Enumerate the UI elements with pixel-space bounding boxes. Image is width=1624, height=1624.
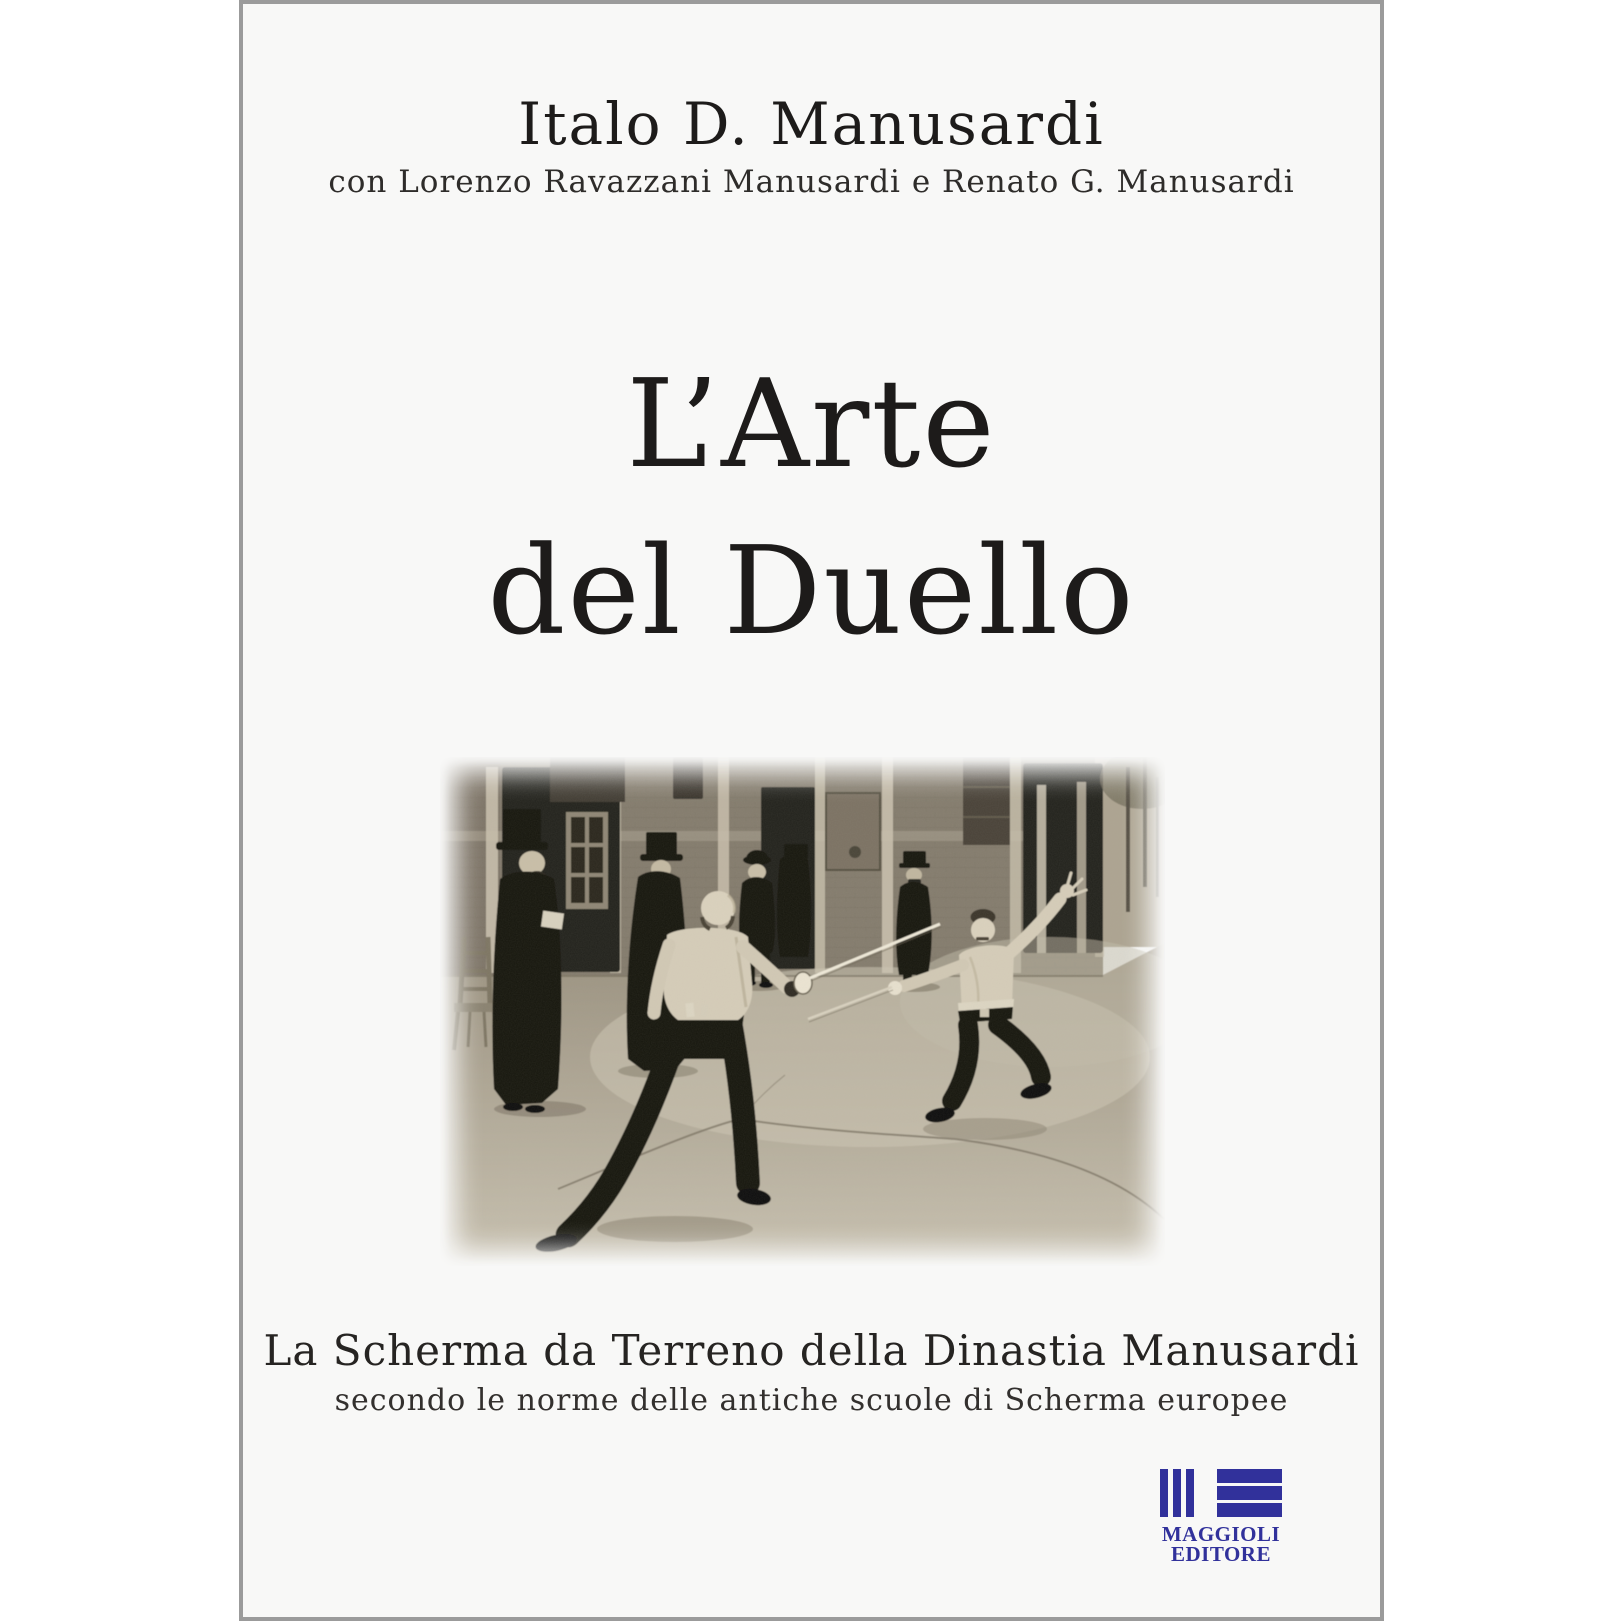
duel-photo-art [440, 757, 1165, 1266]
author-name: Italo D. Manusardi [518, 90, 1105, 158]
subtitle-line1: La Scherma da Terreno della Dinastia Manusardi [263, 1326, 1360, 1375]
subtitle-line2: secondo le norme delle antiche scuole di Scherma europee [334, 1383, 1289, 1418]
duel-photograph [440, 757, 1165, 1266]
maggioli-editore-logo [1160, 1468, 1282, 1518]
coauthors-line: con Lorenzo Ravazzani Manusardi e Renato G. Manusardi [328, 164, 1295, 200]
book-title-line1: L’Arte [626, 353, 997, 495]
book-cover [239, 0, 1384, 1621]
publisher-name-line2: EDITORE [1171, 1542, 1271, 1566]
book-title-line2: del Duello [487, 520, 1136, 662]
publisher-block [1160, 1468, 1282, 1564]
publisher-name-line1: MAGGIOLI [1161, 1522, 1281, 1546]
photo-grain [440, 757, 1165, 1266]
